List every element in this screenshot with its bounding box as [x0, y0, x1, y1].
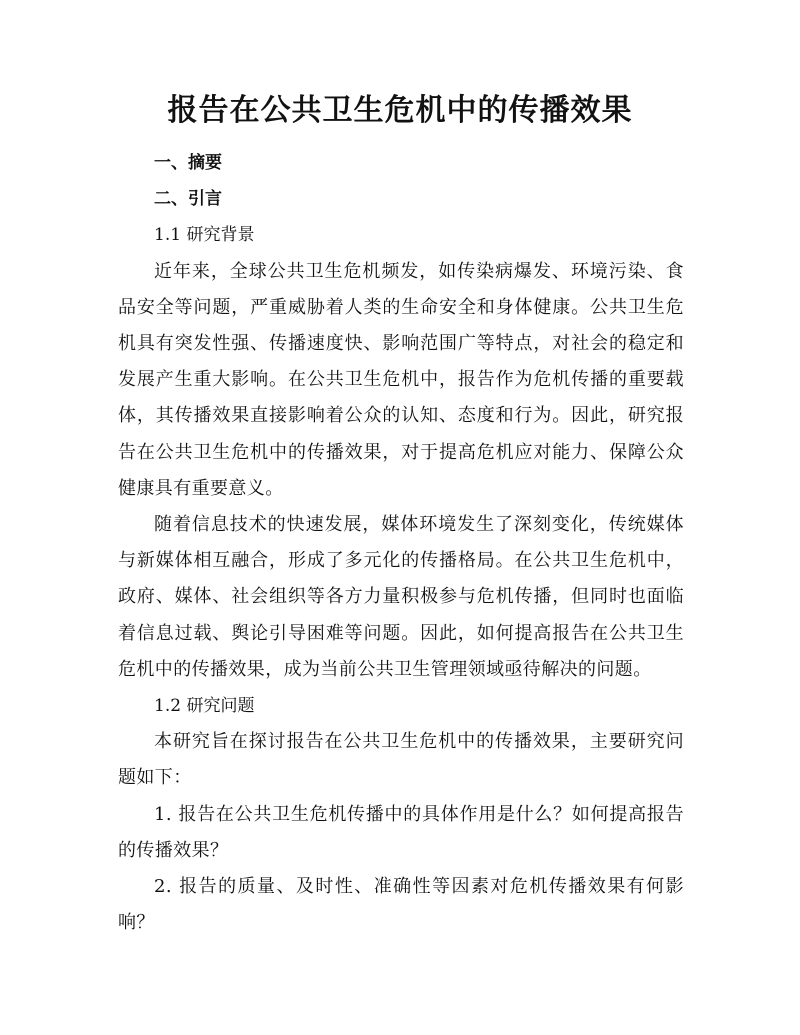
subsection-heading-background: 1.1 研究背景 [154, 225, 255, 246]
document-body [118, 145, 684, 941]
questions-intro-paragraph: 本研究旨在探讨报告在公共卫生危机中的传播效果，主要研究问题如下： [118, 731, 684, 789]
research-question-2: 2. 报告的质量、及时性、准确性等因素对危机传播效果有何影响？ [118, 876, 684, 934]
research-question-1: 1. 报告在公共卫生危机传播中的具体作用是什么？如何提高报告的传播效果？ [118, 803, 684, 861]
document-title: 报告在公共卫生危机中的传播效果 [167, 93, 633, 128]
background-paragraph-1: 近年来，全球公共卫生危机频发，如传染病爆发、环境污染、食品安全等问题，严重威胁着人类的生命安全和身体健康。公共卫生危机具有突发性强、传播速度快、影响范围广等特点，对社会的稳定和发展产生重大影响。在公共卫生危机中，报告作为危机传播的重要载体，其传播效果直接影响着公众的认知、态度和行为。因此，研究报告在公共卫生危机中的传播效果，对于提高危机应对能力、保障公众健康具有重要意义。 [118, 260, 684, 499]
section-heading-abstract: 一、摘要 [154, 153, 222, 173]
subsection-heading-questions: 1.2 研究问题 [154, 696, 255, 716]
background-paragraph-2: 随着信息技术的快速发展，媒体环境发生了深刻变化，传统媒体与新媒体相互融合，形成了多元化的传播格局。在公共卫生危机中，政府、媒体、社会组织等各方力量积极参与危机传播，但同时也面临着信息过载、舆论引导困难等问题。因此，如何提高报告在公共卫生危机中的传播效果，成为当前公共卫生管理领域亟待解决的问题。 [118, 513, 684, 680]
section-heading-introduction: 二、引言 [154, 189, 222, 210]
